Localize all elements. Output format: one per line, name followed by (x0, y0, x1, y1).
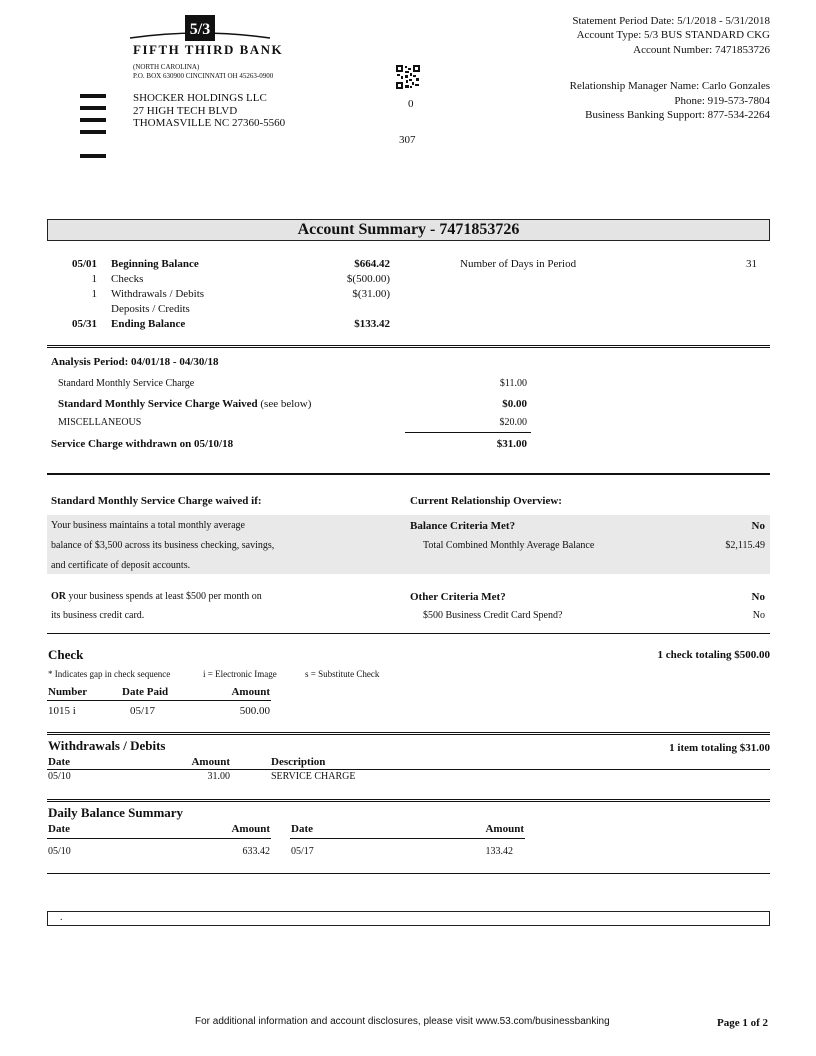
withdrawal-amount: 31.00 (207, 771, 230, 782)
daily-amount2: 133.42 (485, 846, 513, 857)
withdrawals-header-rule (47, 769, 770, 770)
mail-code-1: 0 (408, 98, 414, 110)
divider (47, 473, 770, 475)
daily-balance-title: Daily Balance Summary (48, 805, 184, 820)
check-header-rule (47, 700, 271, 701)
table-row (47, 846, 537, 860)
condition-1-line2: balance of $3,500 across its business checking, savings, (51, 540, 275, 551)
condition-2-line2: its business credit card. (51, 610, 145, 621)
postal-barcode (80, 94, 106, 160)
divider (47, 873, 770, 874)
daily-header-rule (47, 838, 271, 839)
customer-name: SHOCKER HOLDINGS LLC (133, 92, 267, 104)
days-in-period-label: Number of Days in Period (460, 258, 577, 270)
withdrawals-col-amount: Amount (191, 756, 230, 768)
table-row (47, 705, 271, 719)
account-summary-title: Account Summary - 7471853726 (297, 221, 520, 238)
footer-disclosure: For additional information and account disclosures, please visit www.53.com/businessbanking (195, 1016, 610, 1027)
condition-1-line1: Your business maintains a total monthly average (51, 520, 245, 531)
check-col-date: Date Paid (122, 686, 169, 698)
balance-criteria-value: No (751, 520, 765, 532)
check-col-amount: Amount (231, 686, 270, 698)
daily-col-date2: Date (291, 823, 313, 835)
account-summary-header (47, 219, 770, 241)
relationship-overview-title: Current Relationship Overview: (410, 495, 562, 507)
withdrawals-section-title: Withdrawals / Debits (48, 738, 166, 753)
waived-label-text: Standard Monthly Service Charge Waived (58, 398, 258, 410)
check-legend-gap: * Indicates gap in check sequence (48, 669, 171, 679)
divider (47, 633, 770, 634)
charge-withdrawn-label: Service Charge withdrawn on 05/10/18 (51, 438, 234, 450)
check-col-number: Number (48, 686, 88, 698)
bank-name: FIFTH THIRD BANK (133, 42, 284, 57)
daily-header-rule-2 (290, 838, 525, 839)
account-number: Account Number: 7471853726 (633, 44, 770, 56)
daily-date: 05/10 (48, 846, 71, 857)
check-number: 1015 i (48, 705, 76, 717)
check-legend-substitute: s = Substitute Check (305, 669, 380, 679)
card-spend-value: No (752, 610, 765, 621)
daily-col-amount: Amount (231, 823, 270, 835)
daily-col-date: Date (48, 823, 70, 835)
daily-date2: 05/17 (291, 846, 314, 857)
check-legend-image: i = Electronic Image (203, 669, 277, 679)
bank-region: (NORTH CAROLINA) (133, 63, 200, 71)
balance-criteria-label: Balance Criteria Met? (410, 520, 516, 532)
waived-value: $0.00 (502, 398, 527, 410)
waived-label (58, 398, 311, 410)
or-word: OR (51, 591, 66, 602)
card-spend-label: $500 Business Credit Card Spend? (423, 610, 563, 621)
waiver-title: Standard Monthly Service Charge waived if: (51, 495, 262, 507)
check-total: 1 check totaling $500.00 (657, 649, 770, 661)
divider (47, 799, 770, 802)
std-charge-label: Standard Monthly Service Charge (58, 378, 195, 389)
combined-balance-value: $2,115.49 (725, 540, 765, 551)
summary-table: 05/01 Beginning Balance $664.42 1 Checks $(500.00) 1 Withdrawals / Debits $(31.00) Deposits / Credits 05/31 Ending Balance $133.42 Number of Days in Period 31 (71, 258, 757, 330)
analysis-period-title: Analysis Period: 04/01/18 - 04/30/18 (51, 356, 219, 368)
manager-phone: Phone: 919-573-7804 (674, 95, 770, 107)
condition-1-line3: and certificate of deposit accounts. (51, 560, 191, 571)
withdrawal-description: SERVICE CHARGE (271, 771, 356, 782)
misc-value: $20.00 (499, 417, 527, 428)
condition-2-text: your business spends at least $500 per month on (68, 591, 262, 602)
withdrawals-total: 1 item totaling $31.00 (669, 742, 770, 754)
qr-code-icon (396, 65, 420, 89)
combined-balance-label: Total Combined Monthly Average Balance (423, 540, 595, 551)
withdrawals-col-description: Description (271, 756, 326, 768)
mail-code-2: 307 (399, 134, 416, 146)
check-date: 05/17 (130, 705, 156, 717)
daily-amount: 633.42 (242, 846, 270, 857)
waived-note: (see below) (260, 398, 312, 410)
divider (47, 345, 770, 348)
condition-2-line1 (51, 591, 262, 602)
waiver-condition-1 (47, 515, 770, 574)
divider (47, 732, 770, 735)
withdrawal-date: 05/10 (48, 771, 71, 782)
note-box (47, 911, 770, 926)
other-criteria-label: Other Criteria Met? (410, 591, 506, 603)
daily-col-amount2: Amount (485, 823, 524, 835)
subtotal-rule (405, 432, 531, 433)
std-charge-value: $11.00 (499, 378, 527, 389)
relationship-manager: Relationship Manager Name: Carlo Gonzales (569, 80, 770, 92)
bank-po-box: P.O. BOX 630900 CINCINNATI OH 45263-0900 (133, 72, 274, 80)
waiver-condition-2 (47, 586, 770, 626)
note-text: . (60, 912, 63, 923)
table-row (47, 771, 770, 785)
days-in-period-value: 31 (746, 258, 757, 270)
statement-period: Statement Period Date: 5/1/2018 - 5/31/2018 (572, 15, 770, 27)
business-support: Business Banking Support: 877-534-2264 (585, 109, 770, 121)
page-number: Page 1 of 2 (716, 1017, 768, 1029)
account-type: Account Type: 5/3 BUS STANDARD CKG (576, 29, 770, 41)
customer-address1: 27 HIGH TECH BLVD (133, 105, 238, 117)
other-criteria-value: No (751, 591, 765, 603)
svg-text:5/3: 5/3 (189, 21, 211, 38)
charge-withdrawn-value: $31.00 (496, 438, 527, 450)
check-amount: 500.00 (239, 705, 270, 717)
customer-address2: THOMASVILLE NC 27360-5560 (133, 117, 286, 129)
misc-label: MISCELLANEOUS (58, 417, 142, 428)
check-section-title: Check (48, 647, 84, 662)
withdrawals-col-date: Date (48, 756, 70, 768)
